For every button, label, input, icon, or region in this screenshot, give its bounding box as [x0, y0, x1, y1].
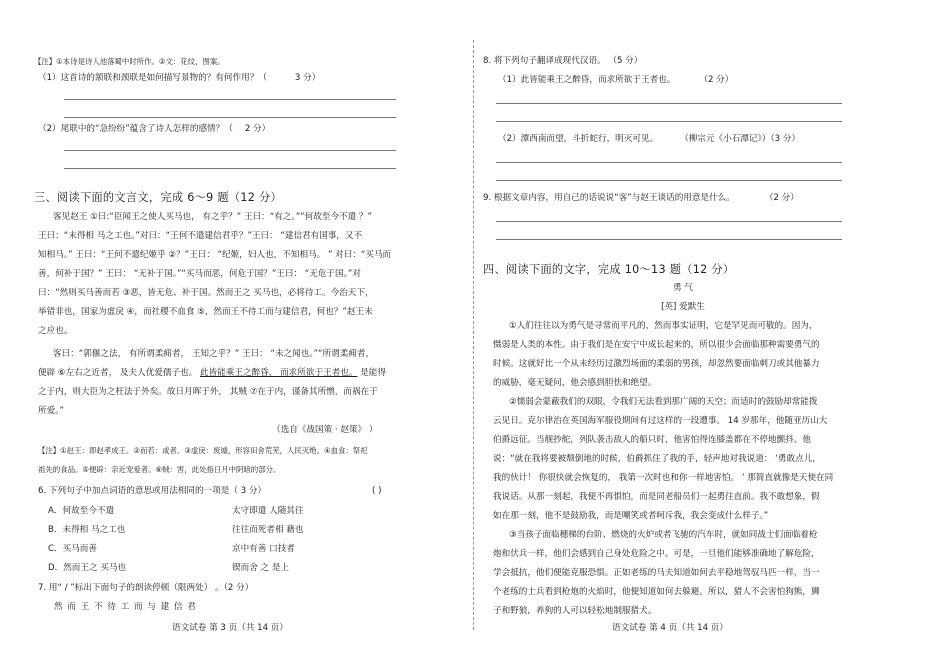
footnote-line: 【注】①赵王：即赵孝成王。②而若：或者。③虚戾：废墟，形容田舍荒芜，人民灭绝。④血食：祭祀: [38, 446, 368, 455]
text-line: 个老练的士兵看到枪炮的火焰时，他便知道如何去躲避。所以，猎人不会害怕狗熊，狮: [493, 587, 820, 597]
question-6: 6. 下列句子中加点词语的意思或用法相同的一项是（ 3 分）: [38, 486, 267, 496]
text-line: 子和野狼，养狗的人可以轻松地制服猎犬。: [493, 606, 657, 616]
text-line: 客曰：“郭偃之法， 有所谓柔痈者， 王知之乎？” 王曰： “未之闻也。”“所谓柔痈者，: [53, 349, 375, 359]
article-author: [英] 爱默生: [661, 302, 705, 312]
text-line: 我说话。从那一刻起，我便不再惧怕，而是同老船员们一起勇往直前。我不敢想象，假: [493, 492, 820, 502]
question-9: 9. 根据文章内容，用自己的话说说“客”与赵王谈话的用意是什么。 （2 分）: [483, 193, 799, 203]
option-d[interactable]: D．然而王之 买马也: [48, 563, 127, 573]
option-a[interactable]: A．何故至今不遣: [48, 506, 115, 516]
page-footer: 语文试卷 第 3 页（共 14 页）: [172, 623, 288, 633]
answer-line[interactable]: [64, 117, 396, 118]
answer-line[interactable]: [496, 121, 842, 122]
answer-paren[interactable]: ( ): [372, 486, 382, 496]
source-citation: （选自《战国策 · 赵策》 ）: [272, 425, 378, 435]
question-1: （1）这首诗的颔联和颈联是如何描写景物的？有何作用？（ 3 分）: [38, 73, 321, 83]
text-line: 时候。这就好比一个从未经历过激烈场面的柔弱的男孩，却忽然要面临刺刀或其他暴力: [493, 359, 820, 369]
text-line: 说：“就在我将要被颓倒地的时候，伯爵抓住了我的手，轻声地对我说道： ‘勇敢点儿，: [493, 454, 821, 464]
option-c-compare: 京中有善 口技者: [232, 544, 295, 554]
text-line: ③当孩子面临穗梯的台阶、燃烧的火炉或者飞驰的汽车时，就如同战士们面临着枪: [509, 530, 818, 540]
answer-line[interactable]: [64, 99, 396, 100]
text-line: ①人们往往以为勇气是寻常而平凡的，然而事实证明，它是罕见而可敬的。因为，: [509, 321, 818, 331]
option-b-compare: 往往而死者相 藉也: [232, 525, 304, 535]
answer-line[interactable]: [496, 103, 842, 104]
text-line: 举错非也，国家为虚戾 ④，而社稷不血食 ⑤，然而王不待工而与建信君，何也？”赵王未: [38, 307, 373, 317]
question-7: 7. 用“ / ”标出下面句子的朗读停顿（限两处） 。（2 分）: [38, 583, 254, 593]
question-7-sentence[interactable]: 然 而 王 不 待 工 而 与 建 信 君: [54, 602, 197, 612]
text-line: 善，何补于国？” 王曰： “无补于国。”“买马而恶，何危于国？”王曰： “无危于国。”对: [38, 269, 361, 279]
text-line: ②懦弱会蒙蔽我们的双眼，令我们无法看到那广阔的天空；而适时的鼓励却常能拨: [509, 397, 818, 407]
page-footer: 语文试卷 第 4 页（共 14 页）: [612, 623, 728, 633]
text-line: 知相马。” 王曰：“王何不遣纪姬乎 ②？”王曰： “纪姬，妇人也，不知相马。 ” 对曰：“买马而: [38, 250, 392, 260]
option-d-compare: 锲而舍 之 是上: [232, 563, 290, 573]
underlined-sentence: 此皆能乘王之醉昏， 而求所欲于王者也。: [200, 368, 358, 378]
text-line: 王曰：“未得相 马之工也。”对曰：“王何不遣建信君乎？”王曰： “建信君有国事，又不: [38, 231, 363, 241]
page-4: [478, 0, 950, 671]
answer-line[interactable]: [496, 162, 842, 163]
option-c[interactable]: C．买马而善: [48, 544, 97, 554]
text-line: 慑弱是人类的本性。由于我们是在安宁中成长起来的，所以很少会面临那种需要勇气的: [493, 340, 820, 350]
text-line: 伯爵远征。当舰抄舵，列队袭击敌人的船只时，他害怕得连膝盖都在不停地颤抖。他: [493, 435, 811, 445]
question-8: 8. 将下列句子翻译成现代汉语。 （5 分）: [483, 56, 643, 66]
answer-line[interactable]: [496, 221, 842, 222]
text-line: 之于内，则大臣为之枉法于外矣。故日月晖于外， 其贼 ⑦在于内，谨备其所憎，而祸在于: [38, 387, 378, 397]
question-2: （2）尾联中的“急纷纷”蕴含了诗人怎样的感情？（ 2 分）: [38, 124, 271, 134]
text-line: 便辟 ⑥左右之近者， 及夫人优爱孺子也。 此皆能乘王之醉昏， 而求所欲于王者也。 是能得: [38, 368, 386, 378]
answer-line[interactable]: [496, 239, 842, 240]
page-3: [0, 0, 470, 671]
text-line: 炮和伏兵一样，他们会感到自己身处危险之中。可是，一旦他们能够准确地了解危险，: [493, 549, 820, 559]
option-a-compare: 太守即遣 人随其往: [232, 506, 304, 516]
question-8-2: （2）潭西南而望，斗折蛇行，明灭可见。 （柳宗元《小石潭记》）（3 分）: [498, 134, 801, 144]
text-line: 如在那一刻，他不是鼓励我，而是嘲笑或者呵斥我，我会变成什么样子。”: [493, 511, 769, 521]
text-line: 云见日。克尔律治在英国海军服役期间有过这样的一段遭事。 14 岁那年，他随亚历山大: [493, 416, 828, 426]
footnote-line: 祖先的食品。⑤便辟：亲近宠爱者。⑥贼：害，此处指日月中阴暗的部分。: [38, 465, 281, 474]
answer-line[interactable]: [64, 168, 396, 169]
poem-note: 【注】①本诗是诗人池落蜀中时所作。②文：花纹，图案。: [34, 57, 225, 66]
text-line: 客见赵王 ①曰:“臣闻王之使人买马也， 有之乎？” 王曰：“有之。”“何故至今不遣 ？”: [53, 212, 372, 222]
section-4-heading: 四、阅读下面的文字，完成 10～13 题（12 分）: [483, 263, 735, 276]
answer-line[interactable]: [64, 150, 396, 151]
text-line: 之应也。: [38, 326, 73, 336]
text-line: 我的伙计！ 你很快就会恢复的， 我第一次时也和你一样地害怕。 ’ 那简直就像是天使在同: [493, 473, 834, 483]
text-line: 的威胁，毫无疑问，他会感到胆怯和绝望。: [493, 378, 657, 388]
page-divider: [473, 40, 474, 630]
section-3-heading: 三、阅读下面的文言文，完成 6～9 题（12 分）: [34, 191, 283, 204]
text-line: 所爱。”: [38, 406, 64, 416]
text-line: 学会抵抗，他们便能克服恐惧。正如老练的马夫知道如何去平稳地驾驭马匹一样，当一: [493, 568, 820, 578]
text-line: 曰：“然则买马善而若 ③恶，皆无危、补于国。然而王之 买马也，必将待工。今治天下，: [38, 288, 374, 298]
question-8-1: （1）此皆能乘王之醉昏，而求所欲于王者也。 （2 分）: [498, 75, 734, 85]
article-title: 勇 气: [673, 283, 693, 293]
option-b[interactable]: B．未得相 马之工也: [48, 525, 126, 535]
answer-line[interactable]: [496, 180, 842, 181]
